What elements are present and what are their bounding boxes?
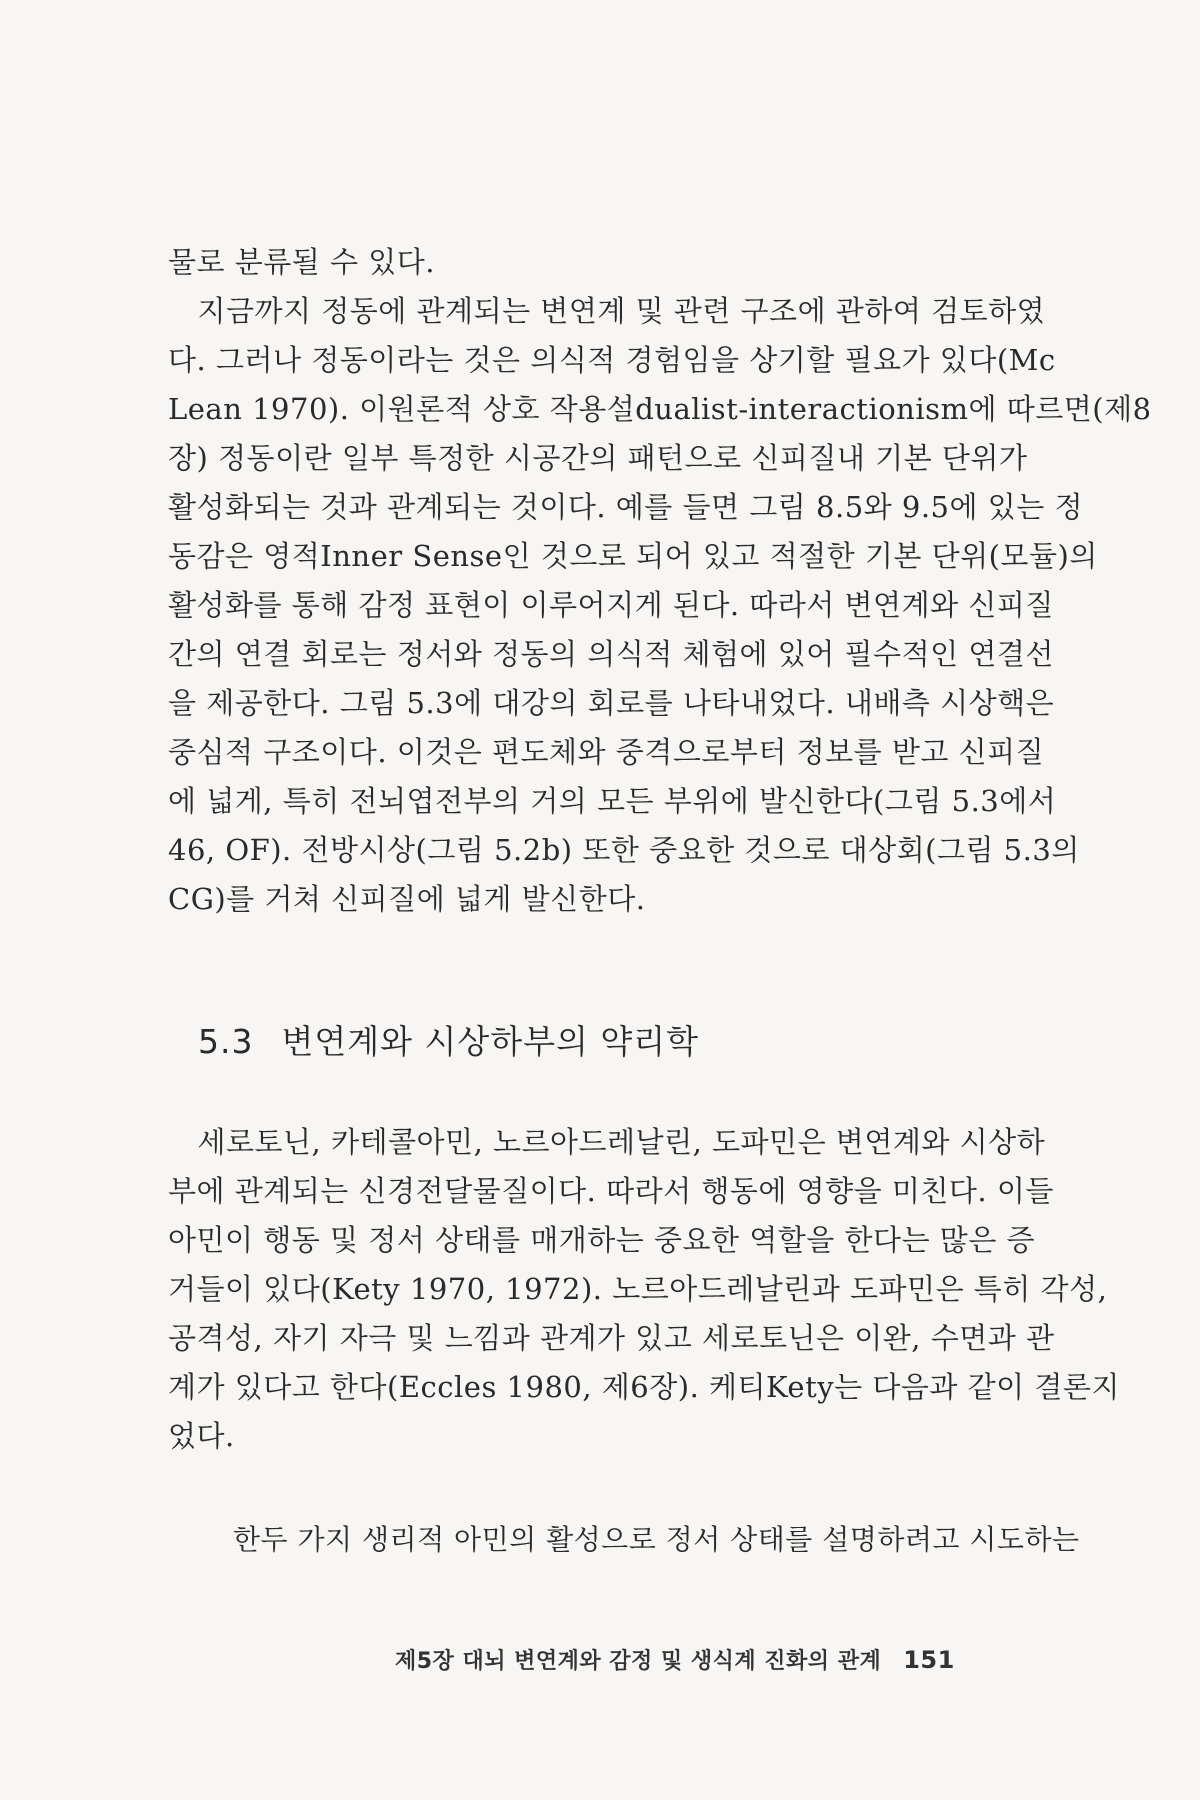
text-line: 계가 있다고 한다(Eccles 1980, 제6장). 케티Kety는 다음과 같이 결론지	[168, 1370, 1120, 1404]
text-line: 공격성, 자기 자극 및 느낌과 관계가 있고 세로토닌은 이완, 수면과 관	[168, 1321, 1055, 1355]
text-line: 부에 관계되는 신경전달물질이다. 따라서 행동에 영향을 미친다. 이들	[168, 1174, 1054, 1208]
text-line: 세로토닌, 카테콜아민, 노르아드레날린, 도파민은 변연계와 시상하	[168, 1125, 1046, 1159]
text-line: CG)를 거쳐 신피질에 넓게 발신한다.	[168, 882, 646, 916]
chapter-title: 제5장 대뇌 변연계와 감정 및 생식계 진화의 관계	[395, 1649, 882, 1674]
text-line: 에 넓게, 특히 전뇌엽전부의 거의 모든 부위에 발신한다(그림 5.3에서	[168, 784, 1057, 818]
section-number: 5.3	[198, 1022, 254, 1061]
section-heading	[198, 1016, 699, 1063]
running-footer	[395, 1644, 955, 1675]
text-line: 장) 정동이란 일부 특정한 시공간의 패턴으로 신피질내 기본 단위가	[168, 441, 1028, 475]
text-line: 지금까지 정동에 관계되는 변연계 및 관련 구조에 관하여 검토하였	[168, 294, 1046, 328]
text-line: Lean 1970). 이원론적 상호 작용설dualist-interactionism에 따르면(제8	[168, 392, 1152, 426]
page-number: 151	[903, 1646, 955, 1674]
text-line: 거들이 있다(Kety 1970, 1972). 노르아드레날린과 도파민은 특히 각성,	[168, 1272, 1108, 1306]
text-line: 아민이 행동 및 정서 상태를 매개하는 중요한 역할을 한다는 많은 증	[168, 1223, 1036, 1257]
paragraph-limbic-affect	[168, 238, 1152, 924]
paragraph-neurotransmitters	[168, 1118, 1120, 1461]
section-title: 변연계와 시상하부의 약리학	[281, 1022, 699, 1061]
text-line: 활성화를 통해 감정 표현이 이루어지게 된다. 따라서 변연계와 신피질	[168, 588, 1054, 622]
text-line: 간의 연결 회로는 정서와 정동의 의식적 체험에 있어 필수적인 연결선	[168, 637, 1054, 671]
text-line: 물로 분류될 수 있다.	[168, 245, 435, 279]
text-line: 었다.	[168, 1419, 235, 1453]
block-quote: 한두 가지 생리적 아민의 활성으로 정서 상태를 설명하려고 시도하는	[233, 1523, 1080, 1556]
text-line: 중심적 구조이다. 이것은 편도체와 중격으로부터 정보를 받고 신피질	[168, 735, 1045, 769]
text-line: 활성화되는 것과 관계되는 것이다. 예를 들면 그림 8.5와 9.5에 있는 정	[168, 490, 1083, 524]
text-line: 다. 그러나 정동이라는 것은 의식적 경험임을 상기할 필요가 있다(Mc	[168, 343, 1056, 377]
text-line: 동감은 영적Inner Sense인 것으로 되어 있고 적절한 기본 단위(모듈)의	[168, 539, 1098, 573]
text-line: 46, OF). 전방시상(그림 5.2b) 또한 중요한 것으로 대상회(그림 5.3의	[168, 833, 1080, 867]
text-line: 을 제공한다. 그림 5.3에 대강의 회로를 나타내었다. 내배측 시상핵은	[168, 686, 1055, 720]
